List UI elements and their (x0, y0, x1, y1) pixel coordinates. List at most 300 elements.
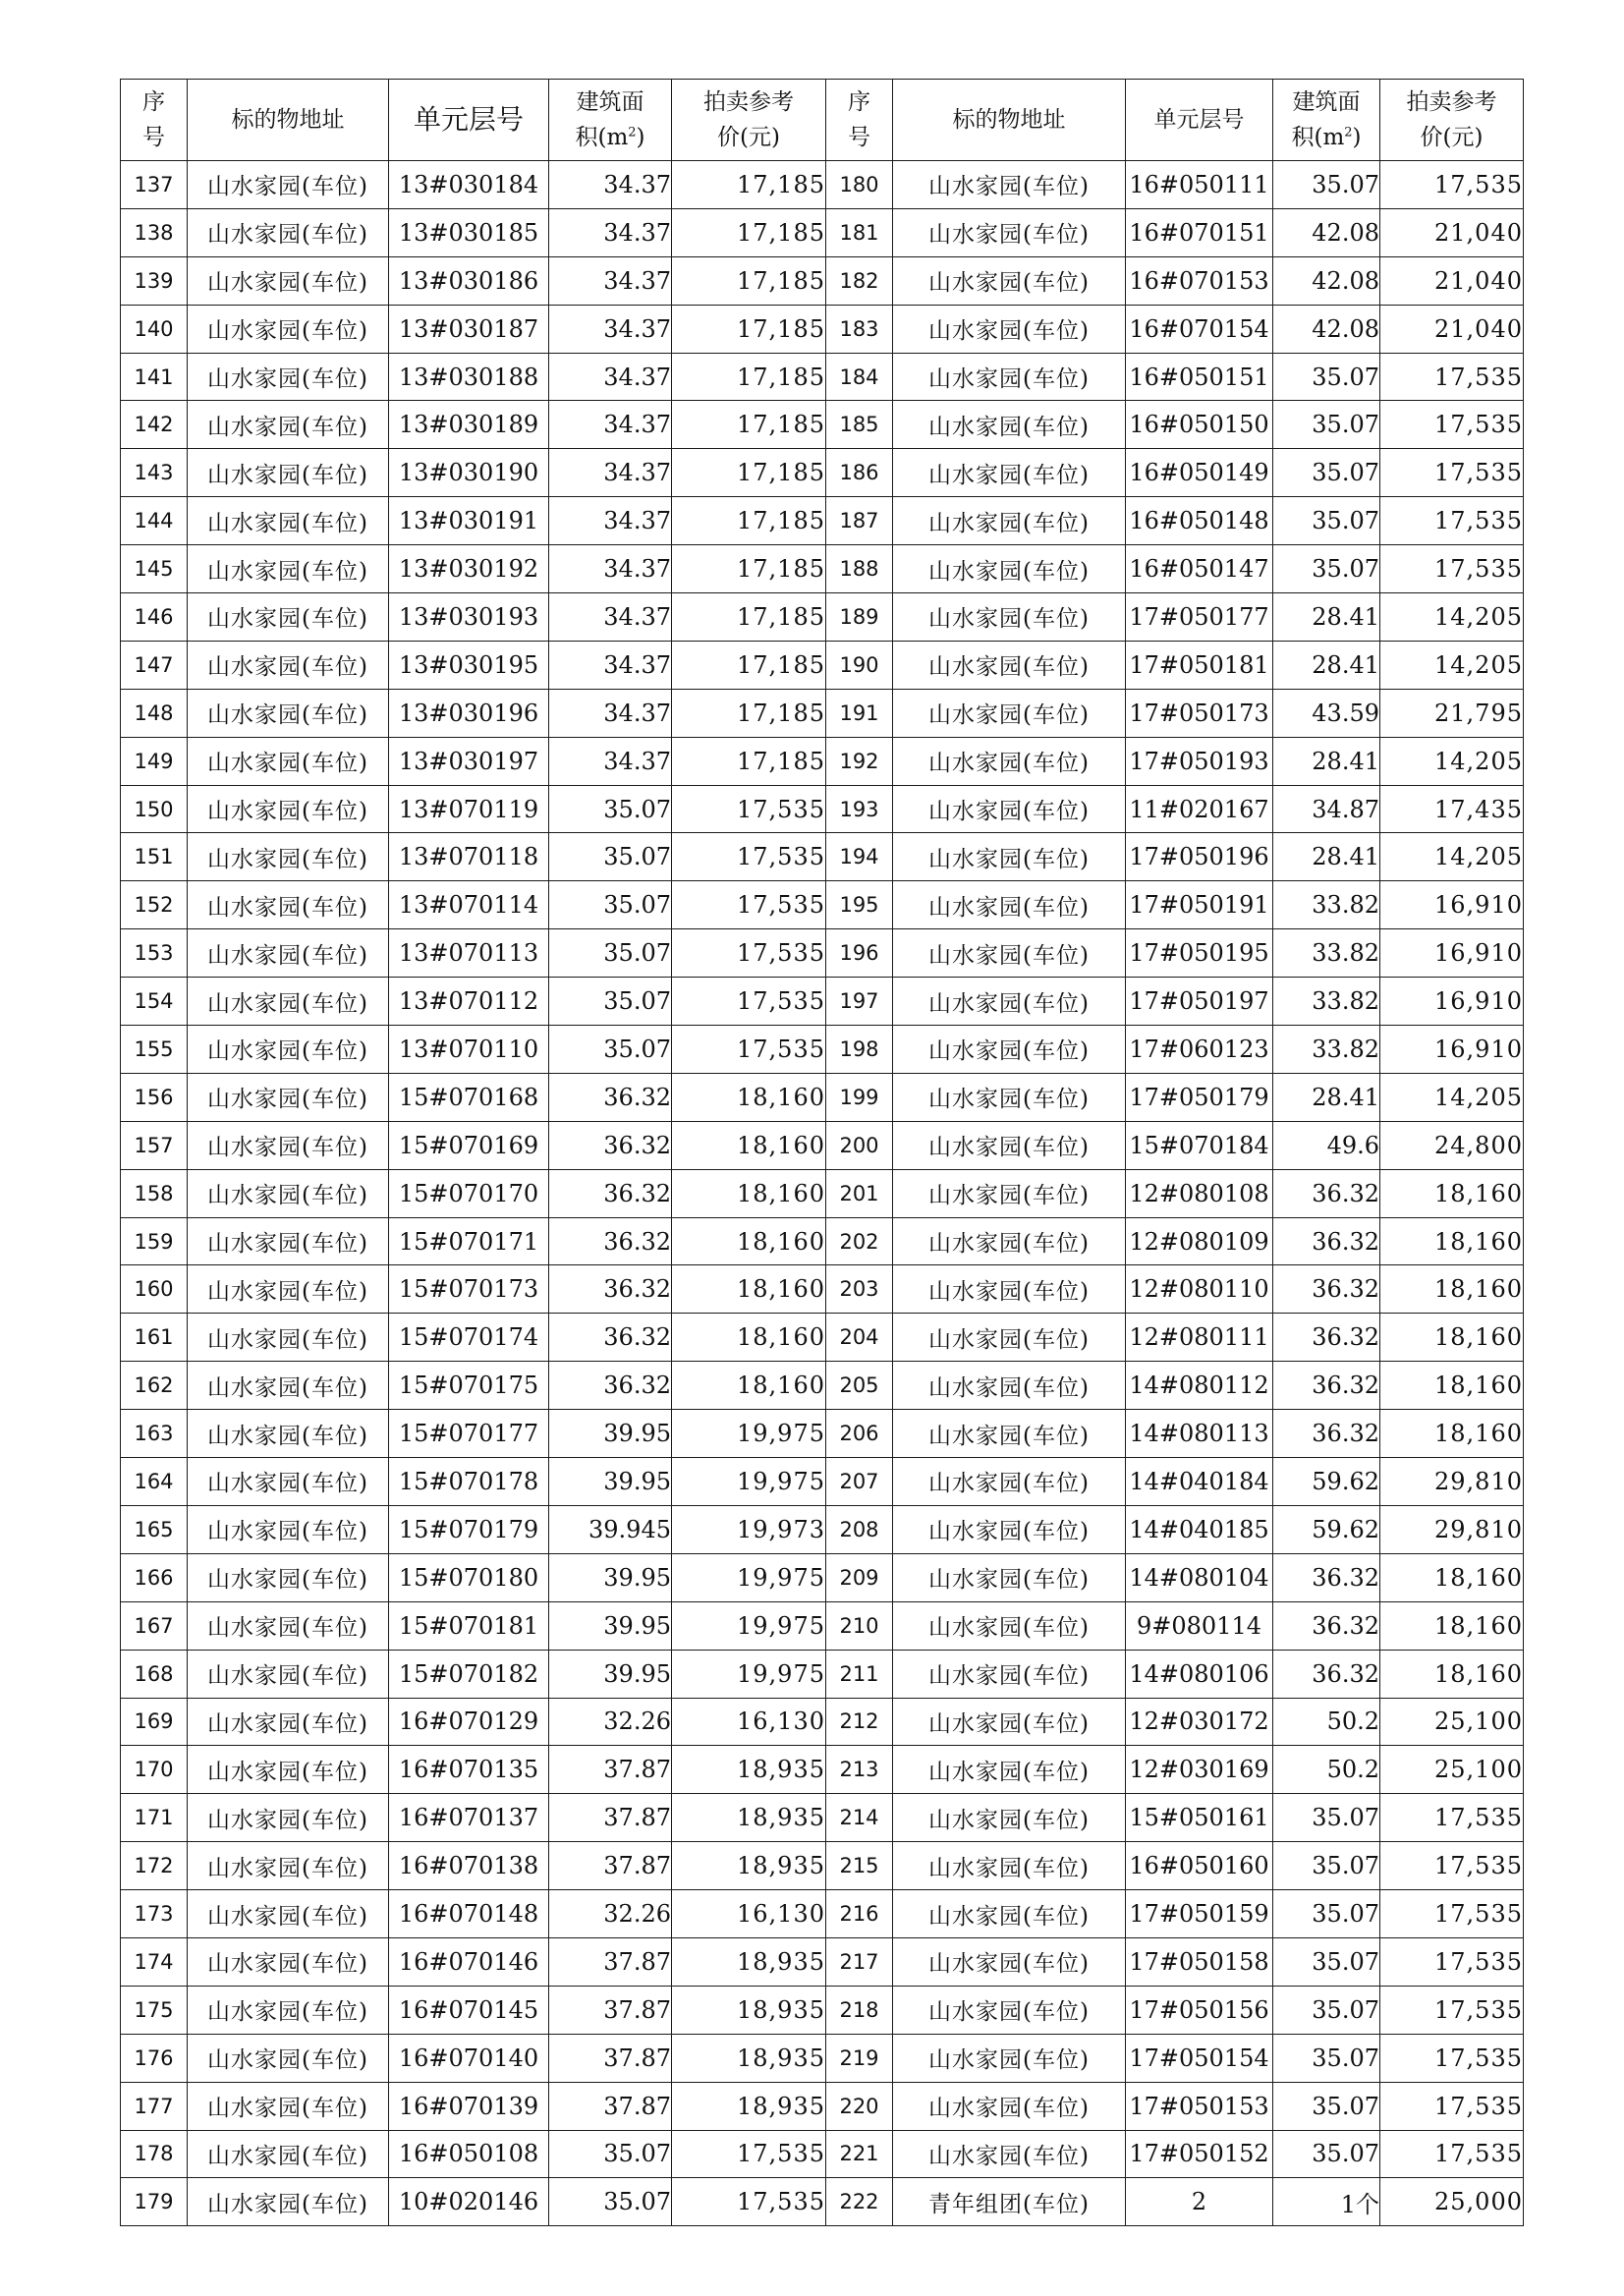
item-number: 141 (121, 353, 188, 401)
item-number: 190 (826, 641, 893, 689)
building-area: 39.95 (549, 1601, 672, 1650)
reference-price: 18,160 (672, 1217, 826, 1265)
unit-floor-number: 15#070182 (389, 1650, 549, 1698)
reference-price: 19,973 (672, 1505, 826, 1553)
reference-price: 17,535 (1380, 2130, 1524, 2178)
item-number: 159 (121, 1217, 188, 1265)
unit-floor-number: 14#040184 (1126, 1458, 1273, 1506)
building-area: 33.82 (1273, 1026, 1380, 1074)
reference-price: 29,810 (1380, 1505, 1524, 1553)
item-number: 168 (121, 1650, 188, 1698)
reference-price: 17,535 (1380, 545, 1524, 593)
item-number: 170 (121, 1746, 188, 1794)
item-number: 156 (121, 1073, 188, 1121)
item-number: 155 (121, 1026, 188, 1074)
reference-price: 18,160 (1380, 1650, 1524, 1698)
header-address: 标的物地址 (893, 80, 1126, 161)
header-price: 拍卖参考 价(元) (672, 80, 826, 161)
item-number: 206 (826, 1410, 893, 1458)
building-area: 32.26 (549, 1698, 672, 1746)
item-address: 山水家园(车位) (188, 2082, 389, 2130)
table-row (121, 2178, 1524, 2226)
item-number: 222 (826, 2178, 893, 2226)
item-number: 199 (826, 1073, 893, 1121)
building-area: 39.95 (549, 1553, 672, 1601)
table-row (121, 401, 1524, 449)
unit-floor-number: 13#030197 (389, 737, 549, 785)
unit-floor-number: 17#050156 (1126, 1986, 1273, 2034)
item-address: 山水家园(车位) (188, 737, 389, 785)
item-address: 山水家园(车位) (893, 256, 1126, 305)
reference-price: 18,160 (1380, 1217, 1524, 1265)
unit-floor-number: 13#070112 (389, 978, 549, 1026)
unit-floor-number: 13#030184 (389, 161, 549, 209)
building-area: 33.82 (1273, 929, 1380, 978)
building-area: 50.2 (1273, 1698, 1380, 1746)
reference-price: 17,185 (672, 497, 826, 545)
item-number: 137 (121, 161, 188, 209)
reference-price: 17,185 (672, 401, 826, 449)
item-address: 山水家园(车位) (893, 1698, 1126, 1746)
item-address: 山水家园(车位) (893, 689, 1126, 737)
item-address: 山水家园(车位) (188, 2130, 389, 2178)
item-number: 215 (826, 1842, 893, 1890)
item-number: 171 (121, 1794, 188, 1842)
building-area: 33.82 (1273, 978, 1380, 1026)
building-area: 43.59 (1273, 689, 1380, 737)
building-area: 36.32 (549, 1073, 672, 1121)
building-area: 36.32 (1273, 1650, 1380, 1698)
reference-price: 21,040 (1380, 305, 1524, 353)
building-area: 36.32 (1273, 1553, 1380, 1601)
building-area: 36.32 (549, 1362, 672, 1410)
item-address: 山水家园(车位) (893, 545, 1126, 593)
item-address: 山水家园(车位) (893, 929, 1126, 978)
unit-floor-number: 15#070169 (389, 1121, 549, 1169)
table-row (121, 1026, 1524, 1074)
unit-floor-number: 16#070153 (1126, 256, 1273, 305)
building-area: 36.32 (1273, 1314, 1380, 1362)
item-address: 山水家园(车位) (893, 641, 1126, 689)
item-address: 山水家园(车位) (188, 929, 389, 978)
item-address: 山水家园(车位) (893, 978, 1126, 1026)
item-address: 山水家园(车位) (188, 1553, 389, 1601)
unit-floor-number: 17#050152 (1126, 2130, 1273, 2178)
reference-price: 18,935 (672, 1842, 826, 1890)
table-row (121, 305, 1524, 353)
building-area: 34.37 (549, 353, 672, 401)
unit-floor-number: 15#070174 (389, 1314, 549, 1362)
building-area: 35.07 (549, 2130, 672, 2178)
reference-price: 16,910 (1380, 1026, 1524, 1074)
item-number: 140 (121, 305, 188, 353)
unit-floor-number: 16#050148 (1126, 497, 1273, 545)
reference-price: 18,160 (672, 1073, 826, 1121)
item-address: 山水家园(车位) (188, 1026, 389, 1074)
item-number: 217 (826, 1937, 893, 1986)
item-address: 山水家园(车位) (188, 545, 389, 593)
unit-floor-number: 17#050153 (1126, 2082, 1273, 2130)
building-area: 28.41 (1273, 1073, 1380, 1121)
table-row (121, 833, 1524, 881)
building-area: 35.07 (549, 881, 672, 929)
reference-price: 17,185 (672, 208, 826, 256)
unit-floor-number: 15#070181 (389, 1601, 549, 1650)
reference-price: 18,160 (672, 1121, 826, 1169)
reference-price: 18,935 (672, 2082, 826, 2130)
building-area: 39.945 (549, 1505, 672, 1553)
building-area: 34.37 (549, 208, 672, 256)
reference-price: 18,160 (672, 1265, 826, 1314)
building-area: 28.41 (1273, 737, 1380, 785)
item-number: 148 (121, 689, 188, 737)
item-address: 山水家园(车位) (188, 1169, 389, 1217)
item-address: 山水家园(车位) (893, 161, 1126, 209)
table-row (121, 1458, 1524, 1506)
reference-price: 18,160 (1380, 1553, 1524, 1601)
item-number: 185 (826, 401, 893, 449)
table-row (121, 785, 1524, 833)
item-address: 山水家园(车位) (893, 1410, 1126, 1458)
building-area: 35.07 (549, 1026, 672, 1074)
item-number: 179 (121, 2178, 188, 2226)
item-number: 194 (826, 833, 893, 881)
item-address: 山水家园(车位) (893, 1458, 1126, 1506)
table-row (121, 1073, 1524, 1121)
item-number: 191 (826, 689, 893, 737)
item-number: 143 (121, 449, 188, 497)
reference-price: 19,975 (672, 1601, 826, 1650)
table-row (121, 497, 1524, 545)
building-area: 35.07 (1273, 161, 1380, 209)
building-area: 34.87 (1273, 785, 1380, 833)
reference-price: 14,205 (1380, 641, 1524, 689)
building-area: 36.32 (549, 1169, 672, 1217)
reference-price: 17,535 (1380, 449, 1524, 497)
reference-price: 18,935 (672, 1986, 826, 2034)
table-row (121, 1746, 1524, 1794)
item-number: 198 (826, 1026, 893, 1074)
reference-price: 17,185 (672, 449, 826, 497)
table-row (121, 1553, 1524, 1601)
table-row (121, 1698, 1524, 1746)
building-area: 39.95 (549, 1458, 672, 1506)
item-address: 山水家园(车位) (188, 2178, 389, 2226)
item-address: 山水家园(车位) (893, 785, 1126, 833)
item-number: 221 (826, 2130, 893, 2178)
reference-price: 18,160 (672, 1314, 826, 1362)
table-row (121, 2130, 1524, 2178)
unit-floor-number: 11#020167 (1126, 785, 1273, 833)
header-unit: 单元层号 (389, 80, 549, 161)
unit-floor-number: 16#050151 (1126, 353, 1273, 401)
unit-floor-number: 13#030188 (389, 353, 549, 401)
building-area: 35.07 (549, 785, 672, 833)
building-area: 34.37 (549, 545, 672, 593)
item-number: 149 (121, 737, 188, 785)
reference-price: 18,935 (672, 1794, 826, 1842)
item-number: 209 (826, 1553, 893, 1601)
reference-price: 18,160 (672, 1362, 826, 1410)
item-address: 山水家园(车位) (893, 1073, 1126, 1121)
unit-floor-number: 14#080113 (1126, 1410, 1273, 1458)
unit-floor-number: 16#070129 (389, 1698, 549, 1746)
table-row (121, 161, 1524, 209)
item-address: 山水家园(车位) (188, 1650, 389, 1698)
table-row (121, 929, 1524, 978)
item-number: 173 (121, 1890, 188, 1938)
item-address: 山水家园(车位) (188, 1794, 389, 1842)
item-number: 211 (826, 1650, 893, 1698)
reference-price: 17,535 (672, 1026, 826, 1074)
building-area: 36.32 (1273, 1601, 1380, 1650)
reference-price: 17,535 (1380, 353, 1524, 401)
building-area: 35.07 (1273, 1794, 1380, 1842)
reference-price: 16,910 (1380, 881, 1524, 929)
building-area: 59.62 (1273, 1505, 1380, 1553)
item-number: 152 (121, 881, 188, 929)
item-number: 165 (121, 1505, 188, 1553)
reference-price: 14,205 (1380, 593, 1524, 642)
building-area: 35.07 (549, 833, 672, 881)
unit-floor-number: 13#070114 (389, 881, 549, 929)
building-area: 35.07 (1273, 1937, 1380, 1986)
item-address: 山水家园(车位) (893, 1986, 1126, 2034)
table-row (121, 881, 1524, 929)
item-number: 200 (826, 1121, 893, 1169)
reference-price: 25,100 (1380, 1698, 1524, 1746)
table-row (121, 689, 1524, 737)
item-address: 山水家园(车位) (893, 1794, 1126, 1842)
table-row (121, 449, 1524, 497)
building-area: 37.87 (549, 1986, 672, 2034)
building-area: 39.95 (549, 1650, 672, 1698)
building-area: 37.87 (549, 1937, 672, 1986)
item-number: 166 (121, 1553, 188, 1601)
building-area: 28.41 (1273, 593, 1380, 642)
building-area: 36.32 (1273, 1265, 1380, 1314)
unit-floor-number: 15#050161 (1126, 1794, 1273, 1842)
unit-floor-number: 15#070184 (1126, 1121, 1273, 1169)
item-number: 138 (121, 208, 188, 256)
unit-floor-number: 15#070168 (389, 1073, 549, 1121)
unit-floor-number: 12#080110 (1126, 1265, 1273, 1314)
item-address: 山水家园(车位) (893, 593, 1126, 642)
item-address: 山水家园(车位) (893, 1890, 1126, 1938)
building-area: 33.82 (1273, 881, 1380, 929)
reference-price: 14,205 (1380, 833, 1524, 881)
table-row (121, 737, 1524, 785)
item-number: 216 (826, 1890, 893, 1938)
reference-price: 17,535 (1380, 497, 1524, 545)
reference-price: 24,800 (1380, 1121, 1524, 1169)
item-number: 220 (826, 2082, 893, 2130)
building-area: 49.6 (1273, 1121, 1380, 1169)
building-area: 37.87 (549, 2034, 672, 2082)
unit-floor-number: 17#050181 (1126, 641, 1273, 689)
building-area: 35.07 (1273, 449, 1380, 497)
building-area: 36.32 (1273, 1410, 1380, 1458)
table-row (121, 1505, 1524, 1553)
item-address: 山水家园(车位) (893, 2034, 1126, 2082)
reference-price: 18,160 (1380, 1314, 1524, 1362)
item-address: 山水家园(车位) (188, 785, 389, 833)
unit-floor-number: 13#030187 (389, 305, 549, 353)
building-area: 35.07 (549, 929, 672, 978)
item-number: 213 (826, 1746, 893, 1794)
reference-price: 17,185 (672, 353, 826, 401)
unit-floor-number: 16#050147 (1126, 545, 1273, 593)
reference-price: 18,935 (672, 1937, 826, 1986)
item-address: 山水家园(车位) (188, 1410, 389, 1458)
item-address: 山水家园(车位) (188, 256, 389, 305)
item-number: 150 (121, 785, 188, 833)
item-number: 154 (121, 978, 188, 1026)
unit-floor-number: 13#030196 (389, 689, 549, 737)
unit-floor-number: 13#070110 (389, 1026, 549, 1074)
table-row (121, 1842, 1524, 1890)
item-address: 山水家园(车位) (188, 1314, 389, 1362)
unit-floor-number: 17#050197 (1126, 978, 1273, 1026)
item-address: 山水家园(车位) (188, 1121, 389, 1169)
reference-price: 17,535 (672, 785, 826, 833)
header-address: 标的物地址 (188, 80, 389, 161)
unit-floor-number: 14#080104 (1126, 1553, 1273, 1601)
building-area: 1个 (1273, 2178, 1380, 2226)
item-address: 青年组团(车位) (893, 2178, 1126, 2226)
item-number: 172 (121, 1842, 188, 1890)
unit-floor-number: 16#070137 (389, 1794, 549, 1842)
building-area: 37.87 (549, 1794, 672, 1842)
table-row (121, 2034, 1524, 2082)
item-number: 139 (121, 256, 188, 305)
reference-price: 17,435 (1380, 785, 1524, 833)
header-unit: 单元层号 (1126, 80, 1273, 161)
item-address: 山水家园(车位) (893, 881, 1126, 929)
building-area: 34.37 (549, 497, 672, 545)
item-address: 山水家园(车位) (893, 1601, 1126, 1650)
item-address: 山水家园(车位) (188, 208, 389, 256)
reference-price: 17,185 (672, 545, 826, 593)
item-number: 204 (826, 1314, 893, 1362)
reference-price: 17,535 (672, 978, 826, 1026)
building-area: 28.41 (1273, 833, 1380, 881)
building-area: 50.2 (1273, 1746, 1380, 1794)
building-area: 35.07 (1273, 497, 1380, 545)
reference-price: 17,535 (1380, 2034, 1524, 2082)
unit-floor-number: 15#070175 (389, 1362, 549, 1410)
building-area: 35.07 (549, 978, 672, 1026)
reference-price: 21,040 (1380, 256, 1524, 305)
reference-price: 25,000 (1380, 2178, 1524, 2226)
item-address: 山水家园(车位) (188, 1986, 389, 2034)
item-address: 山水家园(车位) (893, 1121, 1126, 1169)
building-area: 35.07 (1273, 2082, 1380, 2130)
building-area: 34.37 (549, 305, 672, 353)
unit-floor-number: 14#080106 (1126, 1650, 1273, 1698)
item-address: 山水家园(车位) (893, 2130, 1126, 2178)
building-area: 37.87 (549, 2082, 672, 2130)
item-address: 山水家园(车位) (188, 401, 389, 449)
unit-floor-number: 16#070138 (389, 1842, 549, 1890)
reference-price: 17,185 (672, 689, 826, 737)
item-address: 山水家园(车位) (188, 497, 389, 545)
building-area: 34.37 (549, 161, 672, 209)
item-address: 山水家园(车位) (893, 1362, 1126, 1410)
item-address: 山水家园(车位) (188, 1890, 389, 1938)
reference-price: 17,535 (1380, 161, 1524, 209)
building-area: 36.32 (549, 1217, 672, 1265)
reference-price: 19,975 (672, 1458, 826, 1506)
reference-price: 17,535 (672, 881, 826, 929)
unit-floor-number: 9#080114 (1126, 1601, 1273, 1650)
item-address: 山水家园(车位) (188, 1458, 389, 1506)
item-address: 山水家园(车位) (893, 305, 1126, 353)
building-area: 39.95 (549, 1410, 672, 1458)
item-address: 山水家园(车位) (188, 1842, 389, 1890)
item-number: 214 (826, 1794, 893, 1842)
reference-price: 17,185 (672, 305, 826, 353)
reference-price: 17,535 (1380, 1794, 1524, 1842)
unit-floor-number: 16#050150 (1126, 401, 1273, 449)
reference-price: 17,185 (672, 256, 826, 305)
reference-price: 21,795 (1380, 689, 1524, 737)
reference-price: 17,535 (672, 929, 826, 978)
item-number: 153 (121, 929, 188, 978)
item-number: 192 (826, 737, 893, 785)
unit-floor-number: 13#030185 (389, 208, 549, 256)
building-area: 36.32 (1273, 1362, 1380, 1410)
header-area: 建筑面 积$(m^2)$ (549, 80, 672, 161)
item-address: 山水家园(车位) (893, 353, 1126, 401)
table-row (121, 256, 1524, 305)
item-address: 山水家园(车位) (893, 1842, 1126, 1890)
item-number: 151 (121, 833, 188, 881)
item-address: 山水家园(车位) (893, 2082, 1126, 2130)
item-address: 山水家园(车位) (893, 449, 1126, 497)
item-number: 187 (826, 497, 893, 545)
item-number: 197 (826, 978, 893, 1026)
reference-price: 14,205 (1380, 737, 1524, 785)
item-number: 181 (826, 208, 893, 256)
building-area: 42.08 (1273, 305, 1380, 353)
reference-price: 17,535 (672, 2130, 826, 2178)
item-address: 山水家园(车位) (893, 401, 1126, 449)
item-address: 山水家园(车位) (188, 1265, 389, 1314)
reference-price: 18,935 (672, 1746, 826, 1794)
table-row (121, 1265, 1524, 1314)
item-address: 山水家园(车位) (893, 1265, 1126, 1314)
building-area: 37.87 (549, 1842, 672, 1890)
item-address: 山水家园(车位) (893, 1650, 1126, 1698)
item-number: 186 (826, 449, 893, 497)
unit-floor-number: 15#070170 (389, 1169, 549, 1217)
table-row (121, 1362, 1524, 1410)
item-number: 144 (121, 497, 188, 545)
table-row (121, 1794, 1524, 1842)
item-address: 山水家园(车位) (188, 161, 389, 209)
item-address: 山水家园(车位) (893, 1217, 1126, 1265)
item-number: 203 (826, 1265, 893, 1314)
reference-price: 17,535 (672, 2178, 826, 2226)
building-area: 34.37 (549, 449, 672, 497)
building-area: 35.07 (549, 2178, 672, 2226)
item-number: 201 (826, 1169, 893, 1217)
table-row (121, 1121, 1524, 1169)
item-number: 146 (121, 593, 188, 642)
building-area: 36.32 (1273, 1169, 1380, 1217)
item-address: 山水家园(车位) (188, 1217, 389, 1265)
